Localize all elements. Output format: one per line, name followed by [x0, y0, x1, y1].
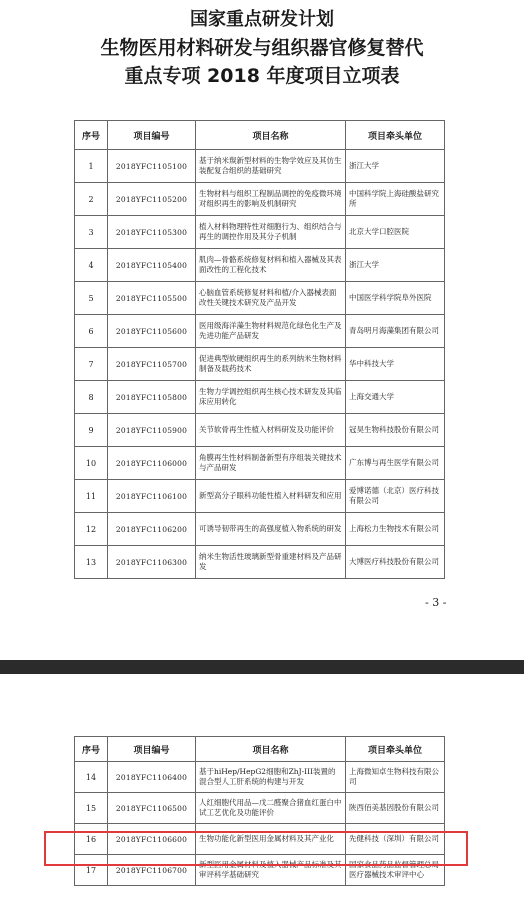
project-code: 2018YFC1106200 — [108, 513, 196, 546]
table-row — [75, 546, 445, 579]
table-row — [75, 315, 445, 348]
row-number: 5 — [75, 282, 108, 315]
table-row — [75, 183, 445, 216]
project-code: 2018YFC1106000 — [108, 447, 196, 480]
row-number: 2 — [75, 183, 108, 216]
table-row — [75, 150, 445, 183]
row-number: 17 — [75, 855, 108, 886]
project-code: 2018YFC1105500 — [108, 282, 196, 315]
row-number: 1 — [75, 150, 108, 183]
row-number: 15 — [75, 793, 108, 824]
table-row — [75, 447, 445, 480]
table-row — [75, 282, 445, 315]
row-number: 14 — [75, 762, 108, 793]
project-code: 2018YFC1106300 — [108, 546, 196, 579]
table-row — [75, 381, 445, 414]
header-name: 项目名称 — [196, 121, 346, 150]
row-number: 8 — [75, 381, 108, 414]
project-code: 2018YFC1105900 — [108, 414, 196, 447]
table-row — [75, 348, 445, 381]
row-number: 16 — [75, 824, 108, 855]
project-name: 新型高分子眼科功能性植入材料研发和应用 — [196, 480, 346, 513]
project-name: 可诱导韧带再生的高强度植入物系统的研发 — [196, 513, 346, 546]
page-separator — [0, 660, 524, 674]
row-number: 9 — [75, 414, 108, 447]
row-number: 12 — [75, 513, 108, 546]
project-code: 2018YFC1105800 — [108, 381, 196, 414]
project-code: 2018YFC1105100 — [108, 150, 196, 183]
project-name: 角膜再生性材料制备新型有序组装关键技术与产品研发 — [196, 447, 346, 480]
table-row — [75, 762, 445, 793]
project-name: 关节软骨再生性植入材料研发及功能评价 — [196, 414, 346, 447]
lead-unit: 爱博诺德（北京）医疗科技有限公司 — [346, 480, 445, 513]
project-code: 2018YFC1105600 — [108, 315, 196, 348]
lead-unit: 上海松力生物技术有限公司 — [346, 513, 445, 546]
project-name: 植入材料物理特性对细胞行为、组织结合与再生的调控作用及其分子机制 — [196, 216, 346, 249]
project-name: 生物功能化新型医用金属材料及其产业化 — [196, 824, 346, 855]
document-page-2 — [0, 674, 524, 905]
table-row — [75, 216, 445, 249]
lead-unit: 青岛明月海藻集团有限公司 — [346, 315, 445, 348]
header-unit: 项目牵头单位 — [346, 121, 445, 150]
project-name: 新型医用金属材料及植入器械产品标准及其审评科学基础研究 — [196, 855, 346, 886]
lead-unit: 中国医学科学院阜外医院 — [346, 282, 445, 315]
title-line-2: 生物医用材料研发与组织器官修复替代 — [100, 37, 424, 59]
project-code: 2018YFC1106500 — [108, 793, 196, 824]
lead-unit: 浙江大学 — [346, 150, 445, 183]
project-name: 基于纳米羰新型材料的生物学效应及其仿生装配复合组织的基础研究 — [196, 150, 346, 183]
header-code: 项目编号 — [108, 737, 196, 762]
lead-unit: 北京大学口腔医院 — [346, 216, 445, 249]
lead-unit: 中国科学院上海硅酸盐研究所 — [346, 183, 445, 216]
table-row — [75, 513, 445, 546]
project-name: 人红细胞代用品—戊二醛聚合猪血红蛋白中试工艺优化及功能评价 — [196, 793, 346, 824]
project-name: 心脑血管系统修复材料和植/介入器械表面改性关键技术研究及产品开发 — [196, 282, 346, 315]
header-name: 项目名称 — [196, 737, 346, 762]
lead-unit: 陕西佰美基因股份有限公司 — [346, 793, 445, 824]
title-line-3: 重点专项 2018 年度项目立项表 — [124, 65, 400, 87]
project-code: 2018YFC1106600 — [108, 824, 196, 855]
project-code: 2018YFC1105200 — [108, 183, 196, 216]
header-unit: 项目牵头单位 — [346, 737, 445, 762]
row-number: 3 — [75, 216, 108, 249]
row-number: 11 — [75, 480, 108, 513]
row-number: 6 — [75, 315, 108, 348]
lead-unit: 上海微知卓生物科技有限公司 — [346, 762, 445, 793]
project-code: 2018YFC1106100 — [108, 480, 196, 513]
row-number: 13 — [75, 546, 108, 579]
project-code: 2018YFC1105300 — [108, 216, 196, 249]
table-row — [75, 480, 445, 513]
lead-unit: 国家食品药品监督管理总局医疗器械技术审评中心 — [346, 855, 445, 886]
project-name: 基于hiHep/HepG2细胞和ZhJ-III装置的混合型人工肝系统的构建与开发 — [196, 762, 346, 793]
header-code: 项目编号 — [108, 121, 196, 150]
project-name: 医用级海洋藻生物材料规范化绿色化生产及先进功能产品研发 — [196, 315, 346, 348]
project-name: 生物力学调控组织再生核心技术研发及其临床应用转化 — [196, 381, 346, 414]
table-row — [75, 793, 445, 824]
document-title — [0, 6, 524, 90]
table-header-row — [75, 737, 445, 762]
project-name: 促进典型软硬组织再生的系列纳米生物材料制备及载药技术 — [196, 348, 346, 381]
lead-unit: 先健科技（深圳）有限公司 — [346, 824, 445, 855]
row-number: 10 — [75, 447, 108, 480]
lead-unit: 华中科技大学 — [346, 348, 445, 381]
project-table-page-1 — [74, 120, 445, 579]
lead-unit: 上海交通大学 — [346, 381, 445, 414]
table-header-row — [75, 121, 445, 150]
title-line-1: 国家重点研发计划 — [190, 9, 334, 30]
project-name: 纳米生物活性玻璃新型骨重建材料及产品研发 — [196, 546, 346, 579]
lead-unit: 浙江大学 — [346, 249, 445, 282]
project-code: 2018YFC1106400 — [108, 762, 196, 793]
lead-unit: 大博医疗科技股份有限公司 — [346, 546, 445, 579]
lead-unit: 冠昊生物科技股份有限公司 — [346, 414, 445, 447]
table-row — [75, 414, 445, 447]
header-no: 序号 — [75, 737, 108, 762]
page-number: - 3 - — [425, 596, 447, 609]
project-code: 2018YFC1105700 — [108, 348, 196, 381]
project-name: 生物材料与组织工程制品调控的免疫微环境对组织再生的影响及机制研究 — [196, 183, 346, 216]
row-number: 7 — [75, 348, 108, 381]
project-code: 2018YFC1106700 — [108, 855, 196, 886]
row-number: 4 — [75, 249, 108, 282]
header-no: 序号 — [75, 121, 108, 150]
table-row — [75, 249, 445, 282]
highlight-box — [44, 831, 468, 866]
project-code: 2018YFC1105400 — [108, 249, 196, 282]
project-name: 肌肉—骨骼系统修复材料和植入器械及其表面改性的工程化技术 — [196, 249, 346, 282]
lead-unit: 广东博与再生医学有限公司 — [346, 447, 445, 480]
